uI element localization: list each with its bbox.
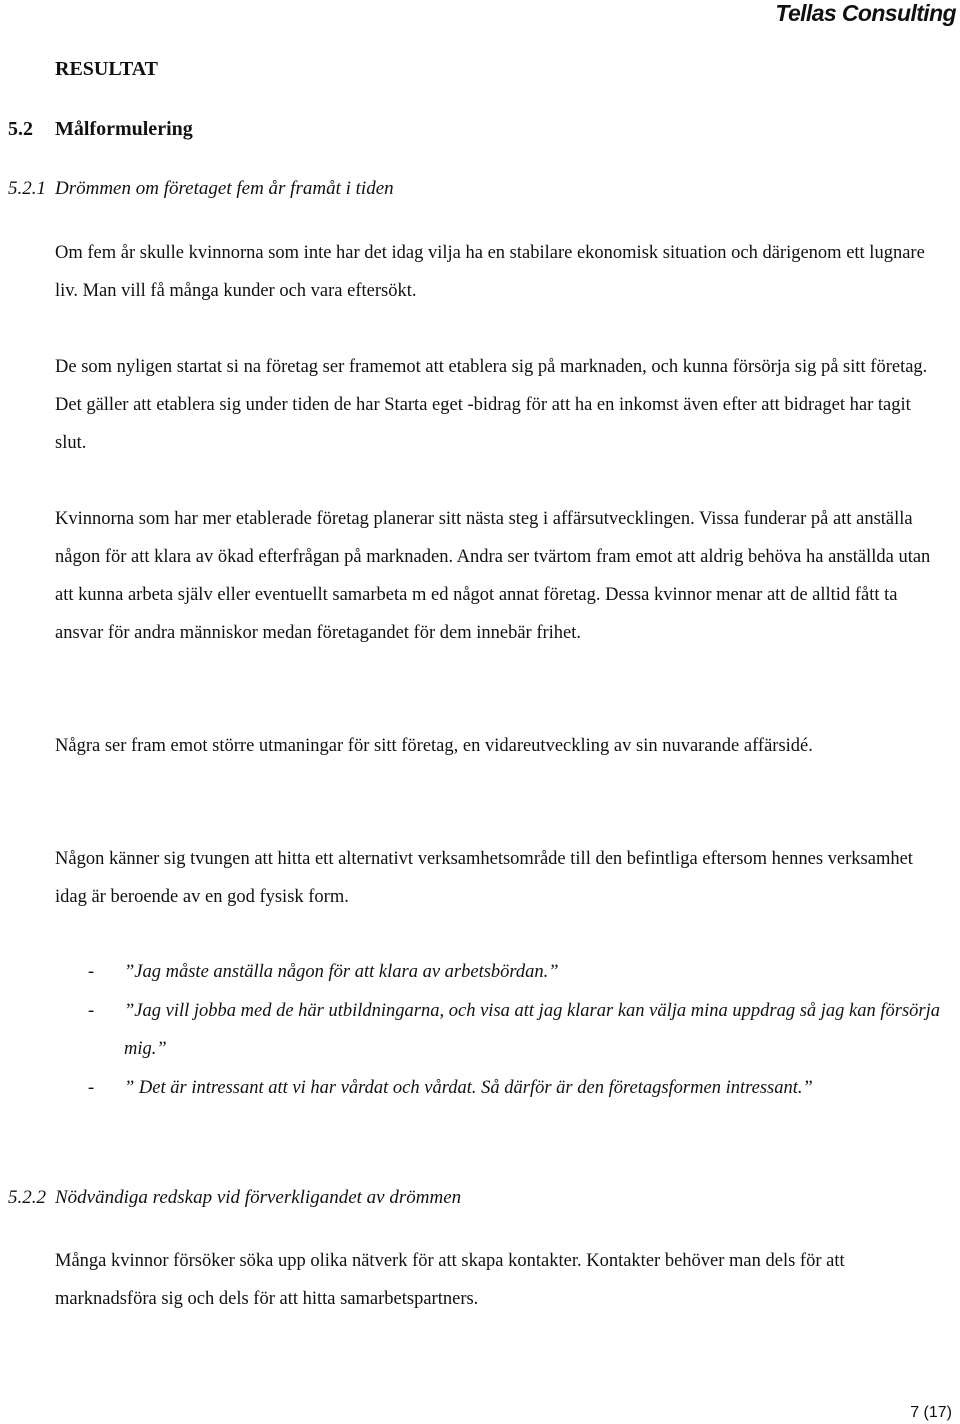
quote-text: ”Jag vill jobba med de här utbildningarna, och visa att jag klarar kan välja mina uppdrag så jag kan försörja mig.” — [124, 1000, 941, 1059]
subsection-1-number: 5.2.1 — [8, 178, 46, 199]
quote-item — [88, 1069, 948, 1108]
quote-dash: - — [88, 1077, 95, 1098]
subsection-2-title: Nödvändiga redskap vid förverkligandet av drömmen — [55, 1187, 462, 1208]
paragraph-3: Kvinnorna som har mer etablerade företag planerar sitt nästa steg i affärsutvecklingen. Vissa funderar på att anställa någon för att klara av ökad efterfrågan på marknaden. Andra ser tvärtom fram emot att aldrig behöva ha anställda utan att kunna arbeta själv eller eventuellt samarbeta m ed något annat företag. Dessa kvinnor menar att de alltid fått ta ansvar för andra människor medan företagandet för dem innebär frihet. — [55, 509, 931, 643]
paragraph-5: Någon känner sig tvungen att hitta ett alternativt verksamhetsområde till den befintliga eftersom hennes verksamhet idag är beroende av en god fysisk form. — [55, 849, 913, 907]
subsection-1-heading — [8, 178, 394, 200]
quote-dash: - — [88, 1000, 95, 1021]
section-heading — [8, 118, 193, 141]
header-brand: Tellas Consulting — [775, 0, 956, 26]
section-title: Målformulering — [55, 118, 193, 140]
paragraph-2: De som nyligen startat si na företag ser framemot att etablera sig på marknaden, och kunna försörja sig på sitt företag. Det gäller att etablera sig under tiden de har Starta eget -bidrag för att ha en inkomst även efter att bidraget har tagit slut. — [55, 357, 928, 453]
subsection-2-heading — [8, 1187, 461, 1209]
quote-text: ”Jag måste anställa någon för att klara av arbetsbördan.” — [124, 962, 559, 982]
page-number: 7 (17) — [910, 1404, 952, 1421]
subsection-1-title: Drömmen om företaget fem år framåt i tiden — [55, 178, 394, 199]
subsection-2-number: 5.2.2 — [8, 1187, 46, 1208]
paragraph-1: Om fem år skulle kvinnorna som inte har det idag vilja ha en stabilare ekonomisk situation och därigenom ett lugnare liv. Man vill få många kunder och vara eftersökt. — [55, 243, 925, 301]
heading-main: RESULTAT — [55, 58, 159, 80]
quote-dash: - — [88, 962, 95, 982]
quote-text: ” Det är intressant att vi har vårdat och vårdat. Så därför är den företagsformen intressant.” — [124, 1077, 813, 1098]
quote-list — [88, 953, 948, 1107]
paragraph-4: Några ser fram emot större utmaningar för sitt företag, en vidareutveckling av sin nuvarande affärsidé. — [55, 736, 813, 756]
quote-item — [88, 953, 948, 992]
paragraph-6: Många kvinnor försöker söka upp olika nätverk för att skapa kontakter. Kontakter behöver man dels för att marknadsföra sig och dels för att hitta samarbetspartners. — [55, 1251, 845, 1309]
quote-item — [88, 992, 948, 1069]
section-number: 5.2 — [8, 118, 33, 140]
